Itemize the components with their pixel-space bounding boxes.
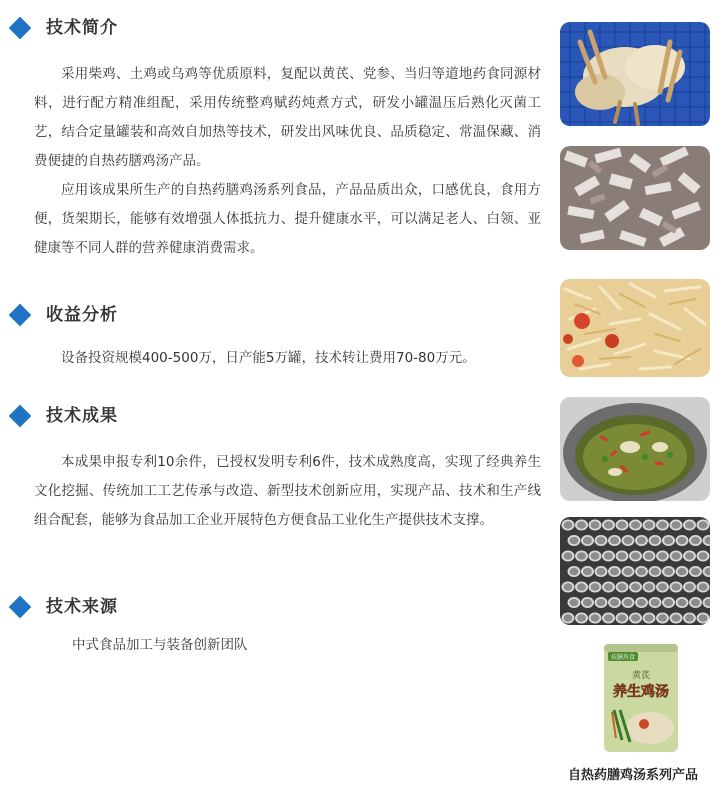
section-tech-intro	[0, 14, 555, 263]
photo-dried-herbs-dates	[560, 279, 710, 377]
can-brand-text: 扶膳坊食	[610, 654, 636, 661]
paragraph: 设备投资规模400-500万，日产能5万罐，技术转让费用70-80万元。	[61, 350, 476, 366]
section-tech-source	[0, 593, 555, 660]
section-title: 技术成果	[46, 406, 118, 426]
section-header	[0, 402, 555, 432]
photo-soup-pot	[560, 397, 710, 501]
section-title: 技术来源	[46, 597, 118, 617]
section-header	[0, 301, 555, 331]
paragraph: 本成果申报专利10余件，已授权发明专利6件，技术成熟度高，实现了经典养生文化挖掘、传统加工工艺传承与改造、新型技术创新应用，实现产品、技术和生产线组合配套，能够为食品加工企业开展特色方便食品工业化生产提供技术支撑。	[34, 454, 541, 528]
diamond-bullet-icon	[9, 17, 32, 40]
section-tech-results	[0, 402, 555, 535]
diamond-bullet-icon	[9, 304, 32, 327]
can-main-text: 养生鸡汤	[613, 684, 669, 700]
photo-product-can	[600, 640, 682, 754]
paragraph: 应用该成果所生产的自热药膳鸡汤系列食品，产品品质出众，口感优良，食用方便，货架期长，能够有效增强人体抵抗力、提升健康水平，可以满足老人、白领、亚健康等不同人群的营养健康消费需求。	[34, 182, 541, 256]
product-caption: 自热药膳鸡汤系列产品	[567, 768, 698, 783]
paragraph: 中式食品加工与装备创新团队	[72, 637, 248, 653]
diamond-bullet-icon	[9, 405, 32, 428]
section-benefit-analysis	[0, 301, 555, 373]
section-title: 收益分析	[46, 305, 118, 325]
section-header	[0, 593, 555, 623]
photo-raw-chickens	[560, 22, 710, 126]
paragraph: 采用柴鸡、土鸡或乌鸡等优质原料，复配以黄芪、党参、当归等道地药食同源材料，进行配方精准组配，采用传统整鸡赋药炖煮方式，研发小罐温压后熟化灭菌工艺，结合定量罐装和高效自加热等技术，研发出风味优良、品质稳定、常温保藏、消费便捷的自热药膳鸡汤产品。	[34, 66, 541, 169]
section-header	[0, 14, 555, 44]
can-small-text: 黄芪	[631, 671, 651, 681]
photo-sliced-herbs	[560, 146, 710, 250]
diamond-bullet-icon	[9, 596, 32, 619]
section-title: 技术简介	[46, 18, 118, 38]
photo-cans	[560, 517, 710, 625]
